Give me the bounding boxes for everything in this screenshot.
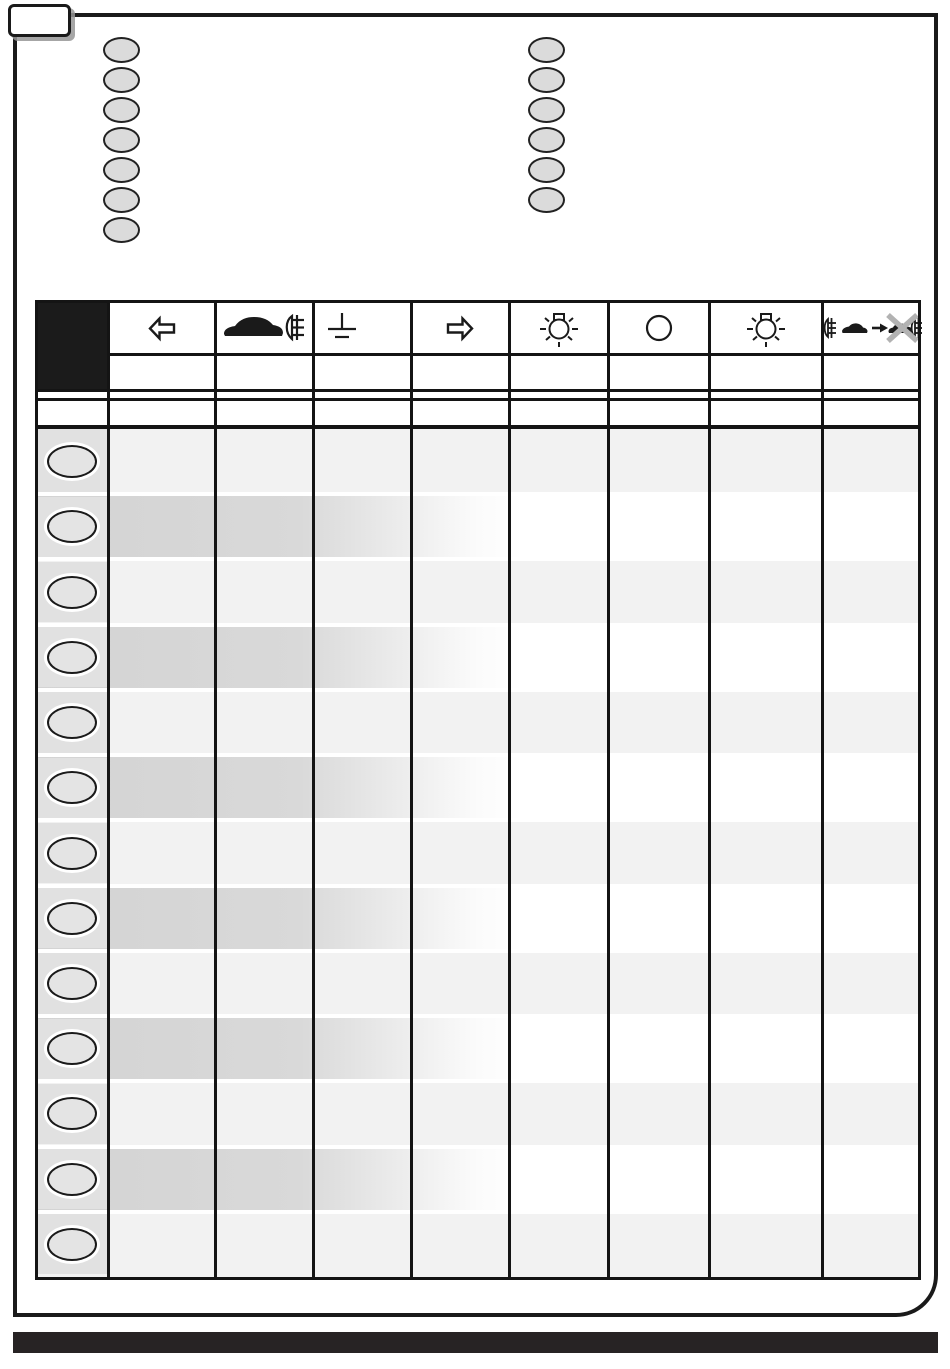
callout-left-6 [103,187,140,213]
row-separator-4 [35,688,921,692]
page-tab [8,4,71,37]
row-oval-2 [47,510,97,543]
callout-left-4 [103,127,140,153]
row-oval-9 [47,967,97,1000]
row-oval-1 [47,445,97,478]
row-separator-1 [35,492,921,496]
row-oval-8 [47,902,97,935]
callout-right-4 [528,127,565,153]
callout-right-3 [528,97,565,123]
headlight-dim-icon [822,311,922,345]
callout-left-1 [103,37,140,63]
row-oval-3 [47,576,97,609]
row-oval-6 [47,771,97,804]
column-line-6 [607,300,610,1280]
row-separator-2 [35,557,921,561]
row-separator-6 [35,818,921,822]
table-row-1 [35,429,921,494]
row-separator-11 [35,1145,921,1149]
subheader-bottom-line [35,425,921,429]
bulb-icon [537,307,581,349]
row-oval-13 [47,1228,97,1261]
row-oval-7 [47,837,97,870]
header-cell-lamp-1 [511,303,606,353]
bulb-icon [744,307,788,349]
table-row-5 [35,690,921,755]
table-row-4 [35,625,921,690]
column-line-5 [508,300,511,1280]
callout-left-5 [103,157,140,183]
column-line-8 [821,300,824,1280]
subheader-top-line [35,398,921,401]
column-line-0 [35,300,38,1280]
callout-left-2 [103,67,140,93]
arrow-left-icon [147,315,177,342]
car-headlight-icon [222,308,306,348]
header-cell-headlights [217,303,311,353]
row-oval-10 [47,1032,97,1065]
row-oval-5 [47,706,97,739]
column-line-1 [107,300,110,1280]
callout-right-2 [528,67,565,93]
table-corner-cell [35,300,108,392]
row-separator-9 [35,1014,921,1018]
table-top-line [35,300,921,303]
footer-bar [13,1332,938,1353]
ground-icon [323,311,361,345]
column-line-3 [312,300,315,1280]
row-oval-4 [47,641,97,674]
callout-left-7 [103,217,140,243]
table-row-6 [35,755,921,820]
table-row-9 [35,951,921,1016]
column-line-2 [214,300,217,1280]
table-row-10 [35,1016,921,1081]
header-cell-headlight-dim [824,303,919,353]
arrow-right-icon [445,315,475,342]
header-cell-turn-left [110,303,213,353]
header-cell-lamp-2 [711,303,820,353]
table-row-3 [35,559,921,624]
column-line-9 [918,300,921,1280]
wiring-table [35,300,921,1280]
table-row-8 [35,886,921,951]
callout-right-6 [528,187,565,213]
row-oval-11 [47,1097,97,1130]
header-cell-turn-right [413,303,507,353]
row-separator-10 [35,1079,921,1083]
header-divider-line [108,353,921,356]
callout-left-3 [103,97,140,123]
table-row-7 [35,820,921,885]
table-row-11 [35,1081,921,1146]
header-cell-ground [315,303,409,353]
row-separator-8 [35,949,921,953]
row-separator-7 [35,884,921,888]
header-cell-circle [610,303,707,353]
row-separator-3 [35,623,921,627]
table-row-13 [35,1212,921,1277]
row-separator-5 [35,753,921,757]
circle-icon [644,313,674,343]
callout-right-5 [528,157,565,183]
column-line-4 [410,300,413,1280]
row-oval-12 [47,1163,97,1196]
row-separator-12 [35,1210,921,1214]
column-line-7 [708,300,711,1280]
table-bottom-line [35,1277,921,1280]
header-bottom-line [35,389,921,392]
table-row-12 [35,1147,921,1212]
callout-right-1 [528,37,565,63]
table-row-2 [35,494,921,559]
